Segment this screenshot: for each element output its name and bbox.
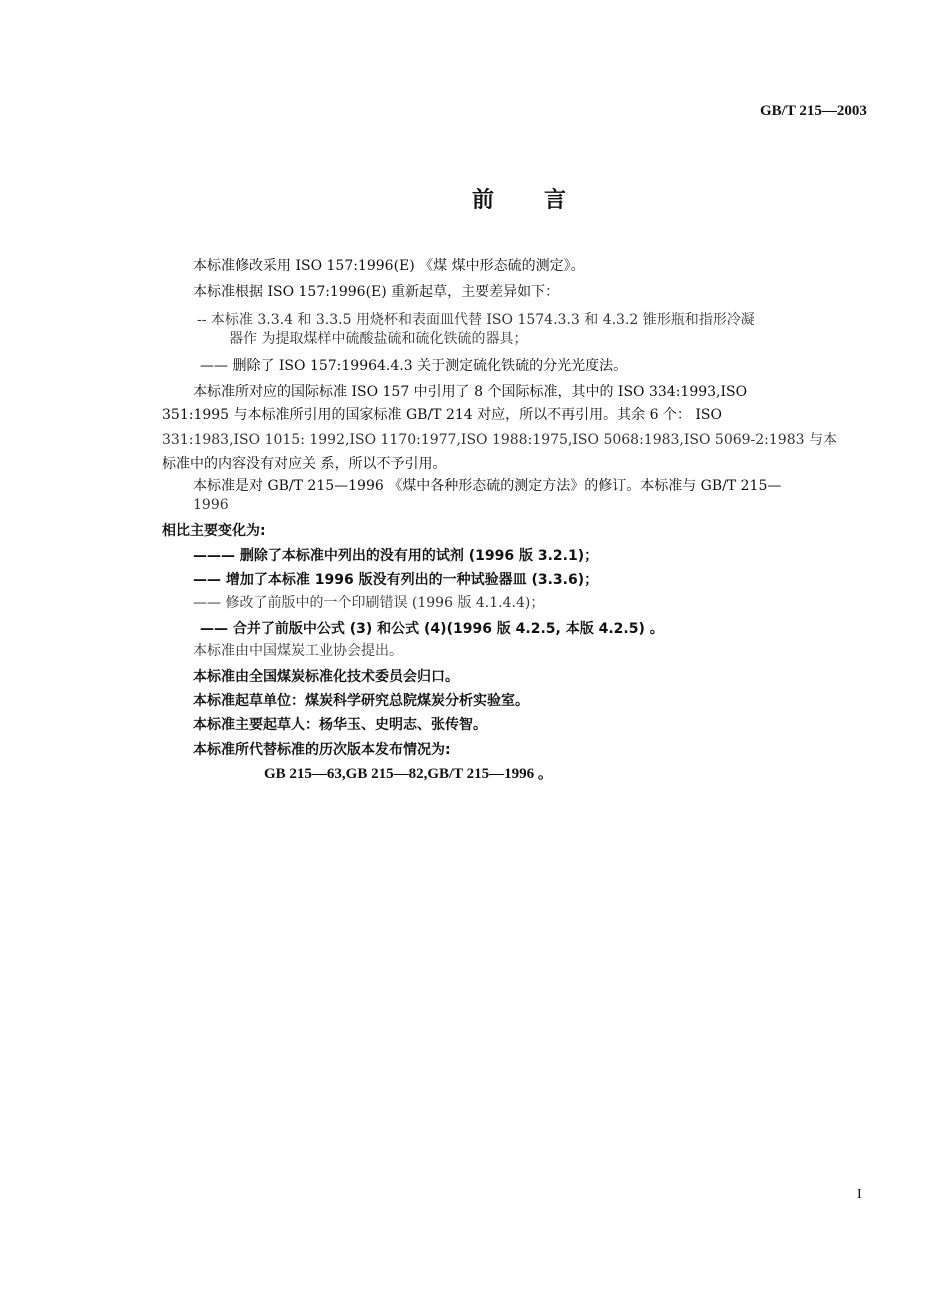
change-item-3: —— 修改了前版中的一个印刷错误 (1996 版 4.1.4.4)；: [193, 595, 545, 611]
paragraph-difference-2: —— 删除了 ISO 157:19964.4.3 关于测定硫化铁硫的分光光度法。: [200, 358, 628, 374]
change-item-1: ——— 删除了本标准中列出的没有用的试剂 (1996 版 3.2.1)；: [193, 548, 599, 564]
title-char-2: 言: [544, 187, 567, 213]
drafting-unit-line: 本标准起草单位：煤炭科学研究总院煤炭分析实验室。: [193, 693, 529, 709]
change-item-4: —— 合并了前版中公式 (3) 和公式 (4)(1996 版 4.2.5, 本版 4.2.5) 。: [200, 621, 664, 637]
drafters-line: 本标准主要起草人：杨华玉、史明志、张传智。: [193, 717, 487, 733]
paragraph-revision-line2: 1996: [193, 497, 229, 513]
standard-code: GB/T 215—2003: [760, 103, 867, 119]
paragraph-references-line1: 本标准所对应的国际标准 ISO 157 中引用了 8 个国际标准，其中的 ISO 334:1993,ISO: [193, 384, 748, 400]
paragraph-references-line3: 331:1983,ISO 1015: 1992,ISO 1170:1977,ISO 1988:1975,ISO 5068:1983,ISO 5069-2:1983 与本: [162, 432, 837, 448]
page-title: [472, 183, 566, 214]
paragraph-adoption: 本标准修改采用 ISO 157:1996(E) 《煤 煤中形态硫的测定》。: [193, 258, 585, 274]
page-number: I: [857, 1187, 862, 1202]
committee-line: 本标准由全国煤炭标准化技术委员会归口。: [193, 669, 459, 685]
proposer-line: 本标准由中国煤炭工业协会提出。: [193, 643, 403, 659]
paragraph-differences-intro: 本标准根据 ISO 157:1996(E) 重新起草，主要差异如下：: [193, 284, 560, 300]
changes-heading: 相比主要变化为:: [162, 523, 266, 539]
paragraph-difference-1-line2: 器作 为提取煤样中硫酸盐硫和硫化铁硫的器具；: [229, 331, 528, 347]
title-char-1: 前: [472, 187, 495, 213]
previous-versions-heading: 本标准所代替标准的历次版本发布情况为:: [193, 742, 451, 758]
paragraph-difference-1-line1: -- 本标准 3.3.4 和 3.3.5 用烧杯和表面皿代替 ISO 1574.3.3 和 4.3.2 锥形瓶和指形冷凝: [197, 312, 755, 328]
previous-versions-list: GB 215—63,GB 215—82,GB/T 215—1996 。: [264, 766, 553, 782]
paragraph-references-line2: 351:1995 与本标准所引用的国家标准 GB/T 214 对应，所以不再引用。其余 6 个： ISO: [162, 407, 722, 423]
paragraph-references-line4: 标准中的内容没有对应关 系，所以不予引用。: [162, 456, 447, 472]
change-item-2: —— 增加了本标准 1996 版没有列出的一种试验器皿 (3.3.6)；: [193, 572, 599, 588]
paragraph-revision-line1: 本标准是对 GB/T 215—1996 《煤中各种形态硫的测定方法》的修订。本标准与 GB/T 215—: [193, 478, 782, 494]
